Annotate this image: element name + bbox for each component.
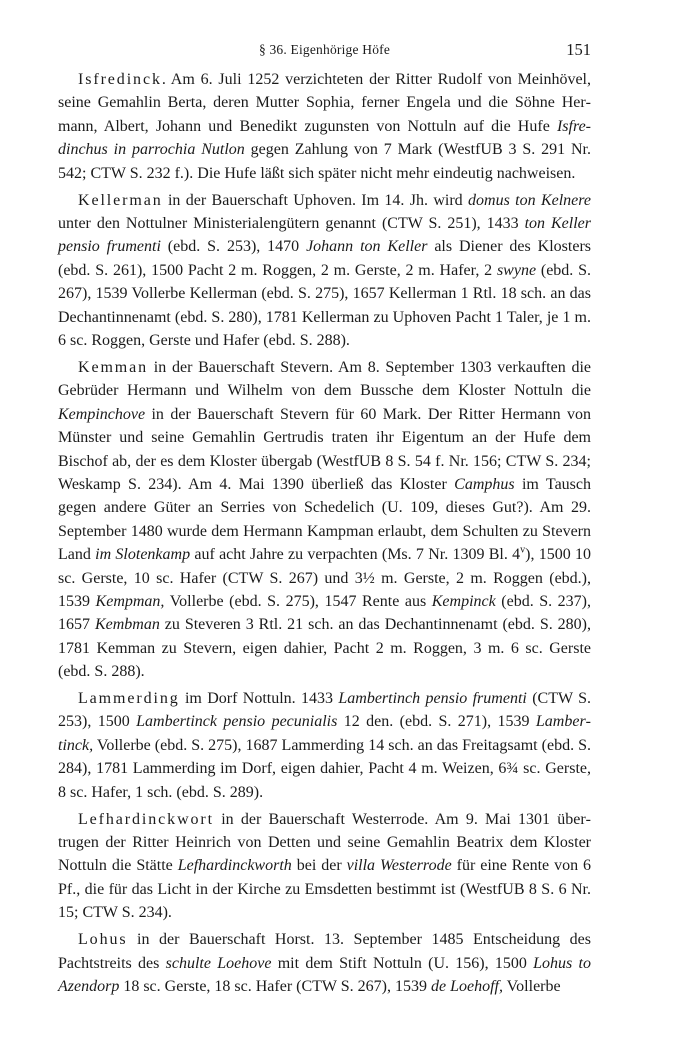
farm-name-keyword: Kellerman	[78, 191, 163, 209]
paragraph-text: (CTW S. 253), 1500	[58, 690, 592, 731]
paragraph-text: mit dem Stift Nottuln (U. 156), 1500	[271, 954, 534, 972]
paragraph-text: sc. Gerste, 8 sc. Hafer, 1 sch. (ebd. S. 289).	[58, 760, 591, 801]
paragraph-text: ), 1500 10 sc. Gerste, 10 sc. Hafer (CTW S. 267) und 3	[58, 546, 592, 587]
italic-term: ton Keller pensio frumenti	[58, 214, 591, 256]
farm-name-keyword: Isfredinck	[78, 71, 162, 88]
paragraph-text: als Diener des Klosters (ebd. S. 261), 1500 Pacht 2 m. Roggen, 2 m. Gerste, 2 m. Hafer, 2	[58, 238, 591, 279]
paragraph-text: für eine Rente von 6 Pf., die für das Licht in der Kirche zu Emsdetten bestimmt ist (WestfUB 8 S. 6 Nr. 15; CTW S. 234).	[58, 857, 592, 922]
text-body	[58, 68, 591, 998]
italic-term: swyne	[496, 261, 537, 279]
italic-term: Lefhardinckworth	[177, 857, 292, 875]
italic-term: Kempinck	[431, 592, 496, 610]
paragraph-kemman	[58, 356, 591, 684]
fraction: ½	[362, 569, 375, 587]
paragraph-text: 18 sc. Gerste, 18 sc. Hafer (CTW S. 267), 1539	[119, 977, 431, 995]
paragraph-lefhardinckwort	[58, 808, 591, 925]
paragraph-text: in der Bauerschaft Horst. 13. September 1485 Entscheidung des Pachtstreits des	[58, 931, 591, 972]
book-page	[58, 40, 591, 998]
section-title: § 36. Eigenhörige Höfe	[258, 42, 391, 57]
italic-term: Lambertinck pensio pecunialis	[136, 713, 338, 731]
italic-term: Lohus to Azendorp	[58, 954, 591, 995]
farm-name-keyword: Kemman	[78, 358, 149, 376]
italic-term: im Slotenkamp	[95, 546, 191, 564]
superscript: v	[520, 544, 526, 556]
paragraph-lohus	[58, 928, 591, 998]
italic-term: Camphus	[454, 475, 515, 493]
italic-term: Johann ton Keller	[306, 238, 428, 256]
paragraph-text: Vollerbe (ebd. S. 275), 1547 Rente aus	[164, 592, 432, 610]
fraction: ¾	[506, 760, 519, 778]
running-header	[58, 40, 591, 64]
paragraph-text: in der Bauerschaft Westerrode. Am 9. Mai 1301 übertrugen der Ritter Heinrich von Detten und seine Gemahlin Beatrix dem Kloster Nottuln die Stätte	[58, 810, 591, 875]
paragraph-text: im Tausch gegen andere Güter an Serries von Schedelich (U. 109, dieses Gut?). Am 29. September 1480 wurde dem Hermann Kampman erlaubt, dem Schulten zu Stevern Land	[58, 475, 591, 564]
paragraph-text: (ebd. S. 237), 1657	[58, 592, 592, 634]
paragraph-text: im Dorf Nottuln. 1433	[179, 690, 339, 708]
paragraph-text: gegen Zahlung von 7 Mark (WestfUB 3 S. 291 Nr. 542; CTW S. 232 f.). Die Hufe läßt sich später nicht mehr eindeutig nachweisen.	[58, 141, 592, 182]
farm-name-keyword: Lammerding	[78, 690, 180, 708]
paragraph-text: m. Gerste, 2 m. Roggen (ebd.), 1539	[58, 569, 591, 610]
paragraph-text: 12 den. (ebd. S. 271), 1539	[337, 713, 536, 731]
italic-term: domus ton Kelnere	[468, 191, 592, 209]
paragraph-kellerman	[58, 189, 591, 353]
paragraph-text: unter den Nottulner Ministerialengütern genannt (CTW S. 251), 1433	[58, 214, 525, 232]
paragraph-text: in der Bauerschaft Uphoven. Im 14. Jh. wird	[162, 191, 469, 209]
paragraph-text: . Am 6. Juli 1252 verzichteten der Ritter Rudolf von Meinhövel, seine Gemahlin Berta, deren Mutter Sophia, ferner Engela und die Söhne Hermann, Albert, Johann und Benedikt zugunsten von Nottuln auf die Hufe	[58, 71, 591, 135]
paragraph-text: bei der	[291, 857, 347, 875]
paragraph-text: Vollerbe	[502, 977, 561, 995]
paragraph-text: in der Bauerschaft Stevern. Am 8. September 1303 verkauften die Gebrüder Hermann und Wilhelm von dem Bussche dem Kloster Nottuln die	[58, 358, 591, 400]
italic-term: Kembman	[94, 616, 160, 634]
paragraph-text: auf acht Jahre zu verpachten (Ms. 7 Nr. 1309 Bl. 4	[190, 546, 521, 564]
italic-term: villa Westerrode	[346, 857, 452, 875]
italic-term: schulte Loehove	[165, 954, 272, 972]
paragraph-text: zu Steveren 3 Rtl. 21 sch. an das Dechantinnenamt (ebd. S. 280), 1781 Kemman zu Stevern, eigen dahier, Pacht 2 m. Roggen, 3 m. 6 sc. Gerste (ebd. S. 288).	[58, 616, 592, 681]
italic-term: de Loehoff,	[430, 977, 503, 995]
italic-term: Kempinchove	[58, 405, 146, 423]
farm-name-keyword: Lohus	[78, 931, 128, 949]
page-number: 151	[566, 40, 591, 59]
paragraph-text: Vollerbe (ebd. S. 275), 1687 Lammerding 14 sch. an das Freitagsamt (ebd. S. 284), 1781 Lammerding im Dorf, eigen dahier, Pacht 4 m. Weizen, 6	[58, 736, 591, 778]
paragraph-lammerding	[58, 687, 591, 804]
farm-name-keyword: Lefhardinckwort	[78, 810, 215, 828]
italic-term: Kempman,	[95, 592, 165, 610]
italic-term: Lambertinck,	[58, 713, 591, 754]
paragraph-text: in der Bauerschaft Stevern für 60 Mark. Der Ritter Hermann von Münster und seine Gemahlin Gertrudis traten ihr Eigentum an der Hufe dem Bischof ab, der es dem Kloster übergab (WestfUB 8 S. 54 f. Nr. 156; CTW S. 234; Weskamp S. 234). Am 4. Mai 1390 überließ das Kloster	[58, 405, 591, 493]
paragraph-text: (ebd. S. 267), 1539 Vollerbe Kellerman (ebd. S. 275), 1657 Kellerman 1 Rtl. 18 sch. an das Dechantinnenamt (ebd. S. 280), 1781 Kellerman zu Uphoven Pacht 1 Taler, je 1 m. 6 sc. Roggen, Gerste und Hafer (ebd. S. 288).	[58, 261, 592, 349]
paragraph-isfredinck	[58, 68, 591, 185]
paragraph-text: (ebd. S. 253), 1470	[160, 238, 307, 256]
italic-term: Isfredinchus in parrochia Nutlon	[58, 117, 591, 159]
italic-term: Lambertinch pensio frumenti	[338, 690, 527, 708]
